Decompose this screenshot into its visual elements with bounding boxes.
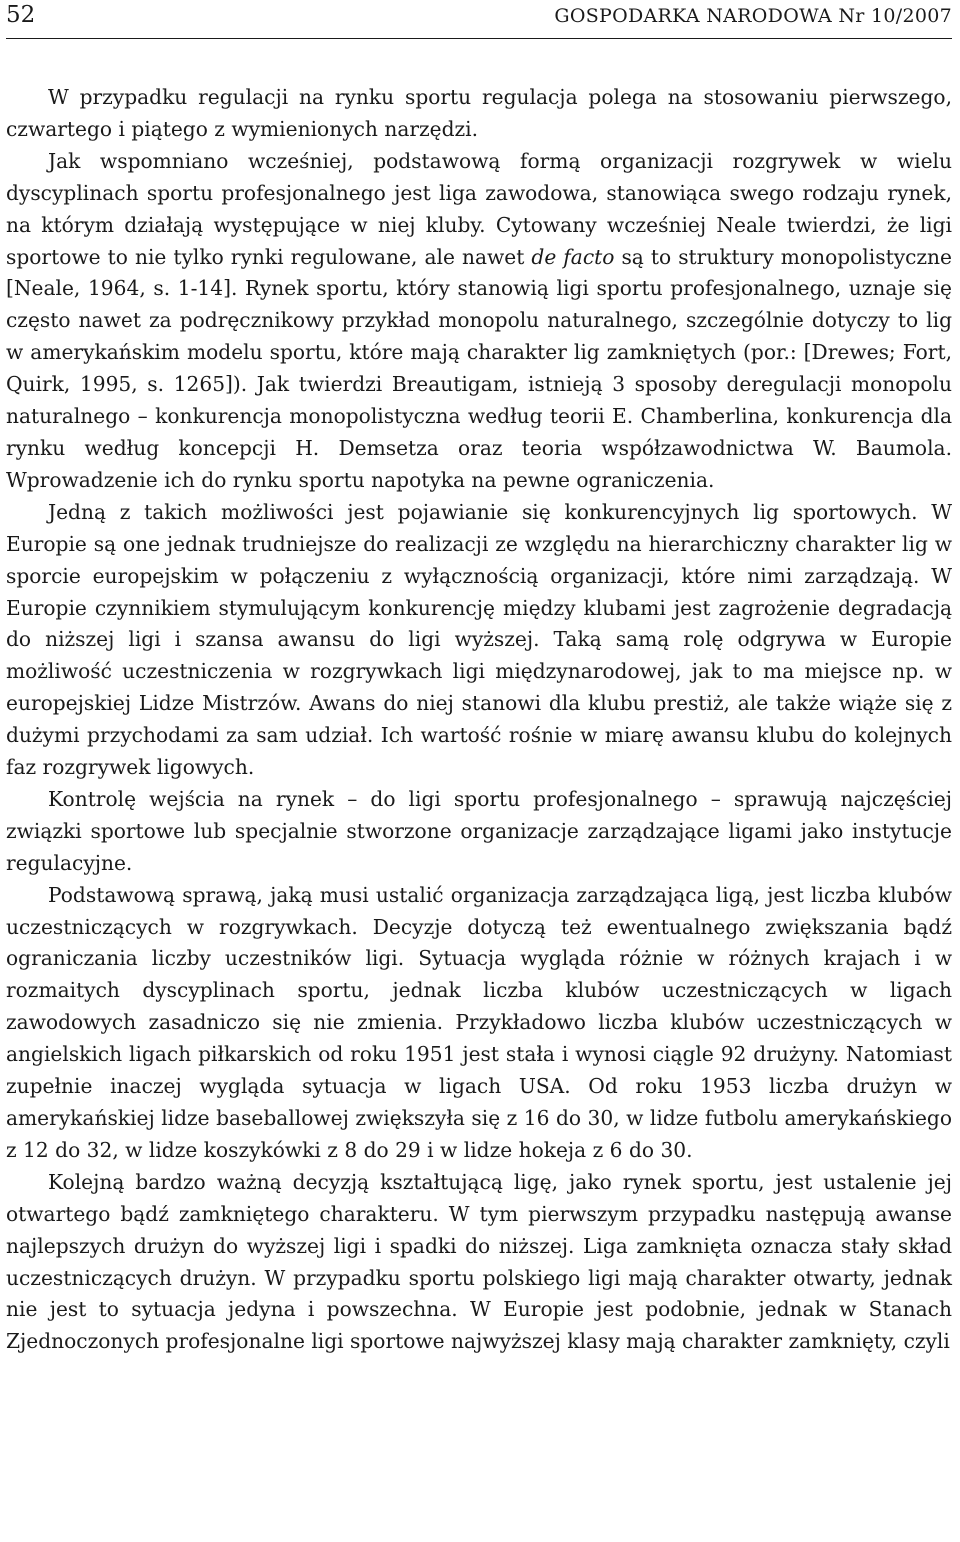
paragraph-4: Kontrolę wejścia na rynek – do ligi sportu profesjonalnego – sprawują najczęściej związki sportowe lub specjalnie stworzone organizacje zarządzające ligami jako instytucje regulacyjne. [6,786,952,875]
paragraph-3: Jedną z takich możliwości jest pojawianie się konkurencyjnych lig sportowych. W Europie są one jednak trudniejsze do realizacji ze względu na hierarchiczny charakter lig w sporcie europejskim w połączeniu z wyłącznością organizacji, które nimi zarządzają. W Europie czynnikiem stymulującym konkurencję między klubami jest zagrożenie degradacją do niższej ligi i szansa awansu do ligi wyższej. Taką samą rolę odgrywa w Europie możliwość uczestniczenia w rozgrywkach ligi międzynarodowej, jak to ma miejsce np. w europejskiej Lidze Mistrzów. Awans do niej stanowi dla klubu prestiż, ale także wiąże się z dużymi przychodami za sam udział. Ich wartość rośnie w miarę awansu klubu do kolejnych faz rozgrywek ligowych. [6,499,952,780]
page-number: 52 [6,2,36,28]
paragraph-6: Kolejną bardzo ważną decyzją kształtującą ligę, jako rynek sportu, jest ustalenie jej otwartego bądź zamkniętego charakteru. W tym pierwszym przypadku następują awanse najlepszych drużyn do wyższej ligi i spadki do niższej. Liga zamknięta oznacza stały skład uczestniczących drużyn. W przypadku sportu polskiego ligi mają charakter otwarty, jednak nie jest to sytuacja jedyna i powszechna. W Europie jest podobnie, jednak w Stanach Zjednoczonych profesjonalne ligi sportowe najwyższej klasy mają charakter zamknięty, czyli [6,1169,952,1354]
journal-title: GOSPODARKA NARODOWA Nr 10/2007 [554,5,952,27]
paragraph-2 [6,146,952,497]
paragraph-2-part-2: są to struktury monopolistyczne [Neale, 1964, s. 1-14]. Rynek sportu, który stanowią ligi sportu profesjonalnego, uznaje się często nawet za podręcznikowy przykład monopolu naturalnego, szczególnie dotyczy to lig w amerykańskim modelu sportu, które mają charakter lig zamkniętych (por.: [Drewes; Fort, Quirk, 1995, s. 1265]). Jak twierdzi Breautigam, istnieją 3 sposoby deregulacji monopolu naturalnego – konkurencja monopolistyczna według teorii E. Chamberlina, konkurencja dla rynku według koncepcji H. Demsetza oraz teoria współzawodnictwa W. Baumola. Wprowadzenie ich do rynku sportu napotyka na pewne ograniczenia. [6,244,952,492]
paragraph-1: W przypadku regulacji na rynku sportu regulacja polega na stosowaniu pierwszego, czwartego i piątego z wymienionych narzędzi. [6,85,952,141]
paragraph-5: Podstawową sprawą, jaką musi ustalić organizacja zarządzająca ligą, jest liczba klubów uczestniczących w rozgrywkach. Decyzje dotyczą też ewentualnego zwiększania bądź ograniczania liczby uczestników ligi. Sytuacja wygląda różnie w różnych krajach i w rozmaitych dyscyplinach sportu, jednak liczba klubów uczestniczących w ligach zawodowych zasadniczo się nie zmienia. Przykładowo liczba klubów uczestniczących w angielskich ligach piłkarskich od roku 1951 jest stała i wynosi ciągle 92 drużyny. Natomiast zupełnie inaczej wygląda sytuacja w ligach USA. Od roku 1953 liczba drużyn w amerykańskiej lidze baseballowej zwiększyła się z 16 do 30, w lidze futbolu amerykańskiego z 12 do 32, w lidze koszykówki z 8 do 29 i w lidze hokeja z 6 do 30. [6,882,952,1162]
paragraph-2-part-1: Jak wspomniano wcześniej, podstawową formą organizacji rozgrywek w wielu dyscyplinach sportu profesjonalnego jest liga zawodowa, stanowiąca swego rodzaju rynek, na którym działają występujące w niej kluby. Cytowany wcześniej Neale twierdzi, że ligi sportowe to nie tylko rynki regulowane, ale nawet [6,148,952,269]
body-text [6,82,952,1358]
page-header [6,0,952,39]
paragraph-2-italic-term: de facto [531,244,615,269]
